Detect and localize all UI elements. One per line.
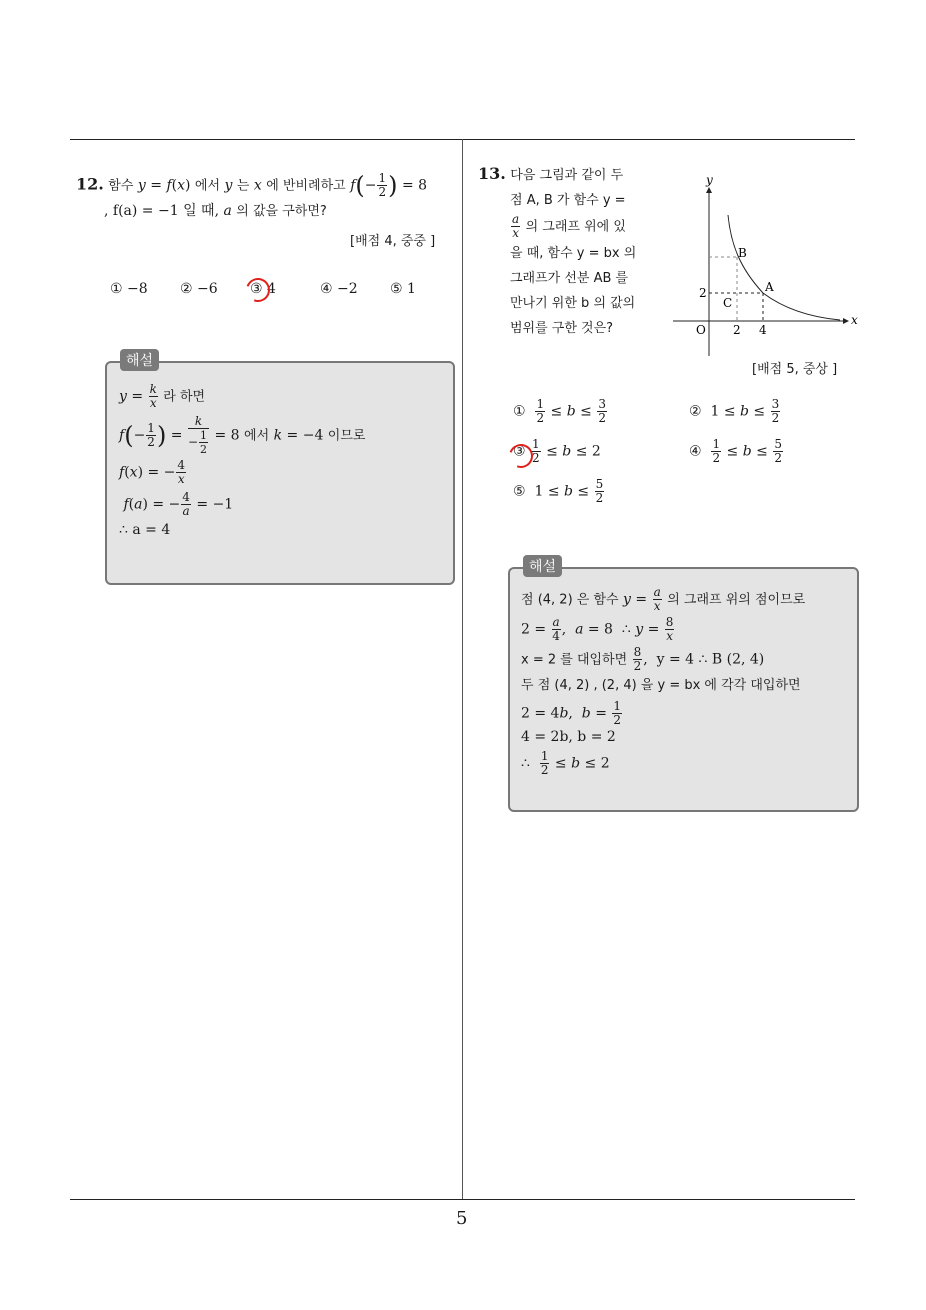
choice-5[interactable]: ⑤ 1 ≤ b ≤ $\frac{5}{2}$: [513, 477, 604, 505]
choice-2[interactable]: ② −6: [180, 281, 218, 297]
solution-line: y = 4 ∴ B (2, 4): [656, 651, 765, 668]
question-text: 의 값을 구하면?: [236, 204, 327, 219]
choice-5[interactable]: ⑤ 1: [390, 281, 416, 297]
choice-2[interactable]: ② 1 ≤ b ≤ $\frac{3}{2}$: [689, 397, 780, 425]
question-12: 12. 함수 y = f(x) 에서 y 는 x 에 반비례하고 f(− $\frac{1}{2}$ ) = 8 , f(a) = −1 일 때, a 의 값을 구하면?: [76, 171, 428, 219]
score-label: [배점 4, 중중 ]: [350, 234, 436, 249]
question-text: 함수: [108, 178, 134, 194]
score-label: [배점 5, 중상 ]: [752, 362, 838, 377]
question-text: 에서: [194, 178, 221, 194]
tick-label: 2: [733, 323, 741, 337]
solution-line: 두 점 (4, 2) , (2, 4) 을 y = bx 에 각각 대입하면: [521, 678, 801, 693]
solution-line: 에서: [244, 428, 270, 444]
column-divider: [462, 139, 463, 1199]
answer-choices: [513, 398, 833, 518]
solution-line: 의 그래프 위의 점이므로: [667, 592, 806, 608]
solution-line: 라 하면: [163, 389, 206, 405]
point-c-label: C: [723, 296, 733, 310]
solution-tag: 해설: [523, 555, 562, 577]
question-text: 그래프가 선분 AB 를: [510, 270, 629, 286]
question-number: 13.: [478, 164, 506, 183]
solution-line: x = 2 를 대입하면: [521, 652, 628, 668]
solution-text: 점 (4, 2) 은 함수 y = $\frac{a}{x}$ 의 그래프 위의 점이므로 2 = $\frac{a}{4}$ , a = 8 ∴ y = $\frac{8}{x}$ x = 2 를 대입하면 $\frac{8}{2}$ , y = 4 ∴ B (2, 4) 두 점 (4, 2) , (2, 4) 을 y = bx 에 각각 대입하면 2 = 4b, b = $\frac{1}{2}$ 4 = 2b, b = 2 ∴ $\frac{1}{2}$ ≤ b ≤ 2: [521, 585, 806, 777]
origin-label: O: [696, 323, 706, 337]
question-13: 13. 다음 그림과 같이 두 점 A, B 가 함수 y = $\frac{a}{x}$ 의 그래프 위에 있 을 때, 함수 y = bx 의 그래프가 선분 AB 를 만나기 위한 b 의 값의 범위를 구한 것은?: [478, 164, 637, 336]
choice-4[interactable]: ④ $\frac{1}{2}$ ≤ b ≤ $\frac{5}{2}$: [689, 437, 782, 465]
y-axis-label: y: [706, 173, 713, 187]
page-number: 5: [456, 1208, 468, 1229]
choice-3[interactable]: ③ $\frac{1}{2}$ ≤ b ≤ 2: [513, 437, 601, 465]
choice-3[interactable]: ③ 4: [250, 281, 276, 297]
solution-line: ∴ a = 4: [119, 522, 171, 538]
solution-line: 이므로: [327, 428, 366, 444]
answer-mark: [242, 274, 274, 306]
question-text: 범위를 구한 것은?: [510, 320, 614, 336]
choice-4[interactable]: ④ −2: [320, 281, 358, 297]
question-text: 의 그래프 위에 있: [525, 219, 626, 235]
question-text: , f(a) = −1 일 때,: [104, 203, 220, 219]
question-text: 에 반비례하고: [266, 178, 346, 194]
tick-label: 4: [759, 323, 767, 337]
tick-label: 2: [699, 286, 707, 300]
question-text: 을 때, 함수 y = bx 의: [510, 245, 637, 261]
fraction: $\frac{1}{2}$: [378, 171, 387, 199]
point-b-label: B: [738, 246, 747, 260]
solution-line: 4 = 2b, b = 2: [521, 729, 616, 745]
graph-figure: [668, 170, 863, 360]
x-axis-label: x: [851, 313, 858, 327]
choice-1[interactable]: ① $\frac{1}{2}$ ≤ b ≤ $\frac{3}{2}$: [513, 397, 606, 425]
choice-1[interactable]: ① −8: [110, 281, 148, 297]
hyperbola-curve: [728, 215, 840, 320]
question-text: 점 A, B 가 함수 y =: [510, 193, 626, 208]
solution-tag: 해설: [120, 349, 159, 371]
question-text: 만나기 위한 b 의 값의: [510, 295, 636, 311]
question-number: 12.: [76, 174, 104, 194]
question-text: 는: [236, 178, 250, 194]
solution-line: 점 (4, 2) 은 함수: [521, 592, 619, 608]
footer-rule: [70, 1199, 855, 1200]
solution-text: y = $\frac{k}{x}$ 라 하면 f(− $\frac{1}{2}$ ) = k − $\frac{1}{2}$ = 8 에서 k = −4 이므로 f(x) = − $\frac{4}{x}$ f(a) = − $\frac{4}{a}$ = −1 ∴ a = 4: [119, 382, 366, 538]
point-a-label: A: [765, 280, 774, 294]
question-text: 다음 그림과 같이 두: [510, 168, 624, 183]
